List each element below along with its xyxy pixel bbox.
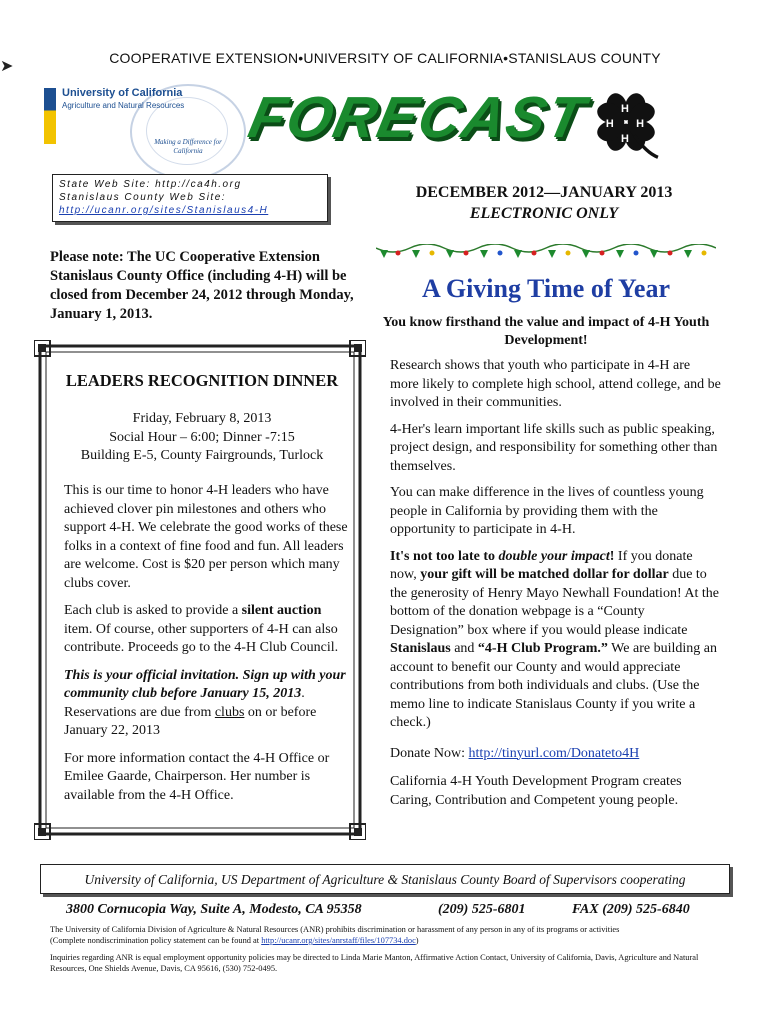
giving-title: A Giving Time of Year [422,274,670,303]
leaders-paragraph-3: This is your official invitation. Sign up with your community club before January 15, 2013. Reservations are due from clubs on or before January 22, 2013 [64,667,346,738]
leaders-paragraph-4: For more information contact the 4-H Office or Emilee Gaarde, Chairperson. Her number is available from the 4-H Office. [64,750,330,803]
leaders-dinner-body [64,482,348,814]
leaders-dinner-title: LEADERS RECOGNITION DINNER [65,371,339,390]
svg-text:H: H [620,102,629,115]
header-top-line: COOPERATIVE EXTENSION•UNIVERSITY OF CALIFORNIA•STANISLAUS COUNTY [109,50,661,66]
margin-arrow-icon: ➤ [0,56,14,75]
office-phone: (209) 525-6801 [438,902,526,917]
event-location: Building E-5, County Fairgrounds, Turlock [80,448,324,463]
giving-paragraph-2: 4-Her's learn important life skills such as public speaking, project design, and responsibility for something other than themselves. [390,421,718,474]
leaders-paragraph-2: Each club is asked to provide a silent auction item. Of course, other supporters of 4-H can also contribute. Proceeds go to the 4-H Club Council. [64,603,339,655]
contact-row [66,902,716,920]
giving-paragraph-3: You can make difference in the lives of countless young people in California by providing them with the opportunity to participate in 4-H. [390,485,704,537]
giving-body [390,357,722,818]
event-time: Social Hour – 6:00; Dinner -7:15 [109,429,295,445]
four-h-clover-icon [584,80,668,164]
nondiscrimination-statement: The University of California Division of Agriculture & Natural Resources (ANR) prohibits discrimination or harassment of any person in any of its programs or activities (Complete nondiscrimination policy statement can be found at http://ucanr.org/sites/anrstaff/files/107734.doc) [50,925,620,945]
issue-date-range: DECEMBER 2012—JANUARY 2013 [415,184,673,201]
donate-line: Donate Now: http://tinyurl.com/Donateto4H [390,745,640,761]
newsletter-title: FORECAST [243,85,593,150]
uc-name: University of California [62,87,183,99]
county-web-site-label: Stanislaus County Web Site: [59,192,227,203]
giving-paragraph-1: Research shows that youth who participate in 4-H are more likely to complete high school, attend college, and be involved in their communities. [390,358,721,410]
uc-division: Agriculture and Natural Resources [62,101,185,110]
giving-closing: California 4-H Youth Development Program creates Caring, Contribution and Competent young people. [390,774,682,808]
holiday-lights-icon [376,244,716,260]
office-fax: FAX (209) 525-6840 [572,902,690,917]
event-date: Friday, February 8, 2013 [132,411,272,426]
issue-edition: ELECTRONIC ONLY [469,205,619,222]
office-address: 3800 Cornucopia Way, Suite A, Modesto, CA 95358 [66,902,362,917]
uc-tagline: Making a Difference for California [154,138,222,155]
web-site-box [52,174,328,222]
issue-dateline [374,182,714,224]
state-web-site: State Web Site: http://ca4h.org [59,179,242,190]
county-web-site-link[interactable]: http://ucanr.org/sites/Stanislaus4-H [59,205,269,216]
svg-text:H: H [620,133,629,146]
policy-link[interactable]: http://ucanr.org/sites/anrstaff/files/107734.doc [261,936,416,945]
leaders-dinner-details [56,410,348,466]
giving-subtitle: You know firsthand the value and impact of 4-H Youth Development! [382,315,710,348]
eeo-statement: Inquiries regarding ANR is equal employment opportunity policies may be directed to Linda Marie Manton, Affirmative Action Contact, University of California, Davis, Agriculture and Natural Resources, One Shields Avenue, Davis, CA 95616, (530) 752-0495. [50,953,699,973]
svg-text:H: H [636,118,644,131]
svg-text:H: H [605,118,614,131]
donate-link[interactable]: http://tinyurl.com/Donateto4H [468,745,640,761]
closure-notice: Please note: The UC Cooperative Extension Stanislaus County Office (including 4-H) will be closed from December 24, 2012 through Monday, January 1, 2013. [50,249,354,322]
leaders-paragraph-1: This is our time to honor 4-H leaders who have achieved clover pin milestones and others who support 4-H. We celebrate the good works of these folks in a context of fine food and fun. All leaders are welcome. Cost is $20 per person which many clubs cover. [64,483,348,591]
uc-logo-bar-icon [44,88,56,144]
cooperating-box: University of California, US Department of Agriculture & Stanislaus County Board of Supervisors cooperating [40,864,730,894]
giving-paragraph-4: It's not too late to double your impact! If you donate now, your gift will be matched dollar for dollar due to the generosity of Henry Mayo Newhall Foundation! At the bottom of the donation webpage is a “County Designation” box where if you would please indicate Stanislaus and “4-H Club Program.” We are building an account to benefit our County and would appreciate contributions from both individuals and clubs. (Use the memo line to indicate Stanislaus County if you write a check.) [390,548,719,730]
